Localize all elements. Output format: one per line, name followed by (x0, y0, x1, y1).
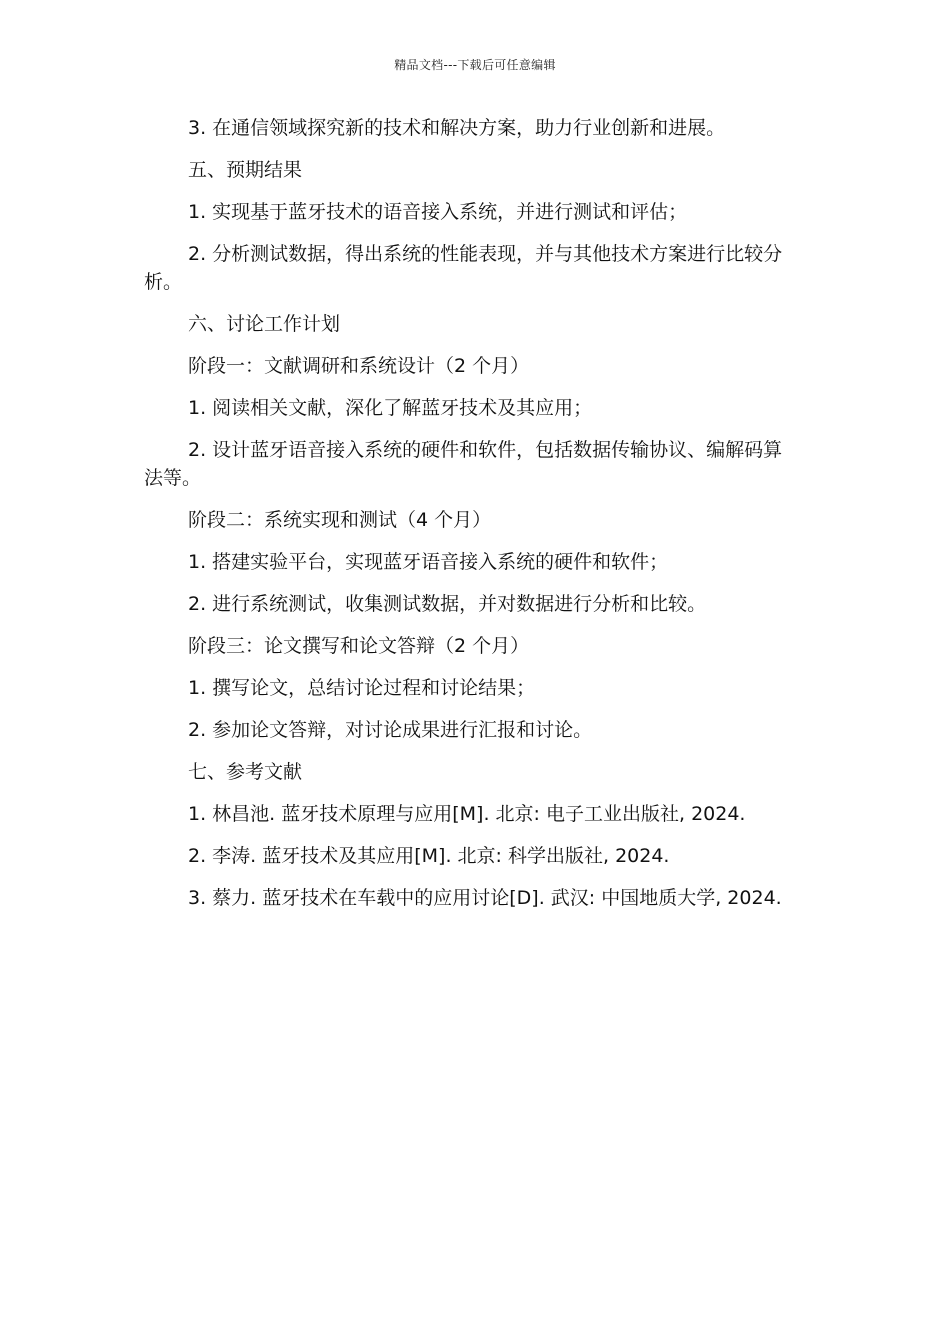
paragraph-result-1: 1. 实现基于蓝牙技术的语音接入系统，并进行测试和评估； (188, 201, 688, 223)
paragraph-goal-3: 3. 在通信领域探究新的技术和解决方案，助力行业创新和进展。 (188, 117, 726, 139)
reference-3: 3. 蔡力. 蓝牙技术在车载中的应用讨论[D]. 武汉: 中国地质大学, 2024. (188, 887, 782, 909)
phase-3-heading: 阶段三：论文撰写和论文答辩（2 个月） (188, 635, 530, 657)
paragraph-result-2: 2. 分析测试数据，得出系统的性能表现，并与其他技术方案进行比较分析。 (144, 243, 783, 293)
document-body (144, 114, 800, 926)
phase-2-item-1: 1. 搭建实验平台，实现蓝牙语音接入系统的硬件和软件； (188, 551, 669, 573)
page-header: 精品文档---下载后可任意编辑 (394, 58, 556, 72)
reference-1: 1. 林昌池. 蓝牙技术原理与应用[M]. 北京: 电子工业出版社, 2024. (188, 803, 746, 825)
phase-2-item-2: 2. 进行系统测试，收集测试数据，并对数据进行分析和比较。 (188, 593, 707, 615)
section-heading-expected-results: 五、预期结果 (188, 159, 303, 181)
phase-1-item-2: 2. 设计蓝牙语音接入系统的硬件和软件，包括数据传输协议、编解码算法等。 (144, 439, 783, 489)
section-heading-work-plan: 六、讨论工作计划 (188, 313, 341, 335)
phase-1-item-1: 1. 阅读相关文献，深化了解蓝牙技术及其应用； (188, 397, 593, 419)
phase-1-heading: 阶段一：文献调研和系统设计（2 个月） (188, 355, 530, 377)
phase-3-item-2: 2. 参加论文答辩，对讨论成果进行汇报和讨论。 (188, 719, 593, 741)
section-heading-references: 七、参考文献 (188, 761, 303, 783)
reference-2: 2. 李涛. 蓝牙技术及其应用[M]. 北京: 科学出版社, 2024. (188, 845, 670, 867)
phase-3-item-1: 1. 撰写论文，总结讨论过程和讨论结果； (188, 677, 536, 699)
phase-2-heading: 阶段二：系统实现和测试（4 个月） (188, 509, 492, 531)
